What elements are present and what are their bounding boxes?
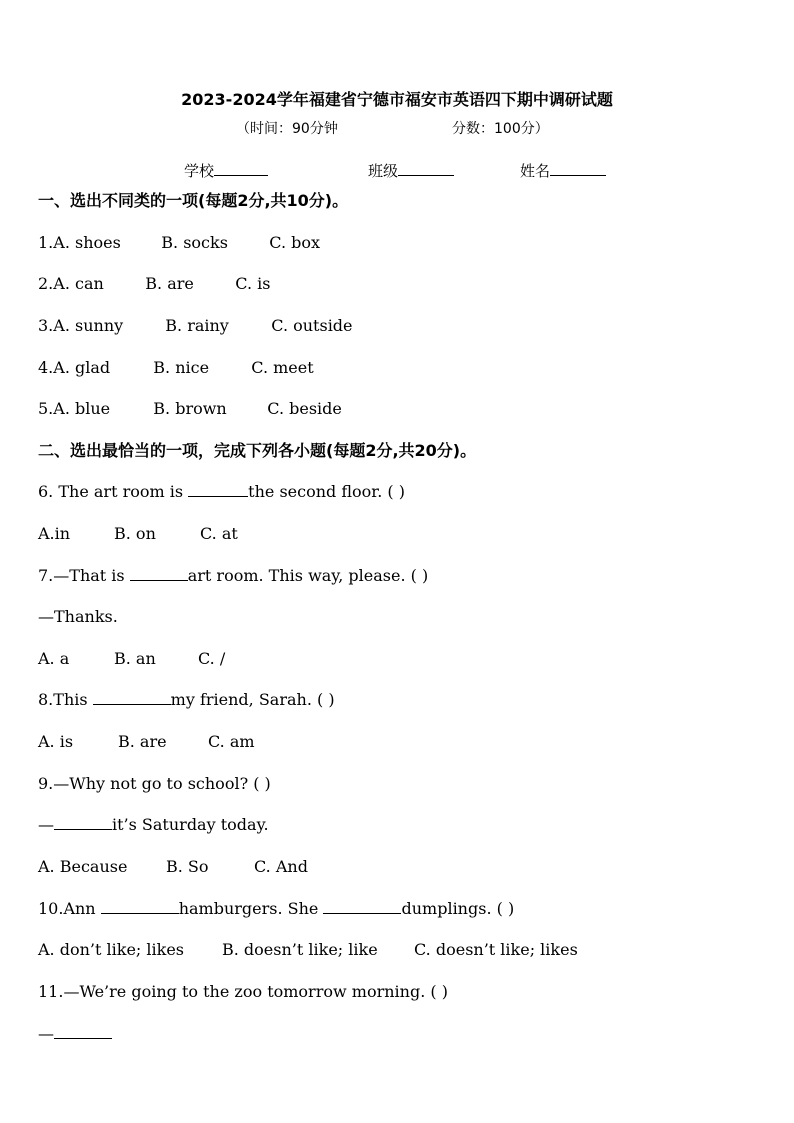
q3-option-c[interactable]: C. outside bbox=[271, 316, 353, 335]
question-8 bbox=[38, 690, 335, 710]
q10-option-c[interactable]: C. doesn’t like; likes bbox=[414, 940, 578, 959]
q2-option-b[interactable]: B. are bbox=[145, 274, 194, 293]
q9-reply bbox=[38, 815, 269, 835]
q1-option-b[interactable]: B. socks bbox=[161, 233, 228, 252]
exam-time: （时间：90分钟 bbox=[236, 121, 338, 137]
q8-option-c[interactable]: C. am bbox=[208, 732, 255, 751]
q10-options bbox=[38, 940, 578, 960]
q4-option-b[interactable]: B. nice bbox=[153, 358, 210, 377]
q6-text-pre: 6. The art room is bbox=[38, 482, 189, 501]
q5-number: 5. bbox=[38, 399, 54, 418]
q2-option-a[interactable]: A. can bbox=[53, 274, 104, 293]
q4-option-c[interactable]: C. meet bbox=[251, 358, 314, 377]
class-blank[interactable] bbox=[398, 161, 454, 176]
q10-option-b[interactable]: B. doesn’t like; like bbox=[222, 940, 378, 959]
section1-title: 一、选出不同类的一项(每题2分,共10分)。 bbox=[38, 191, 349, 210]
q9-options bbox=[38, 857, 308, 877]
q6-text-post: the second floor. ( ) bbox=[248, 482, 405, 501]
q6-option-b[interactable]: B. on bbox=[114, 524, 156, 543]
q8-option-a[interactable]: A. is bbox=[38, 732, 74, 751]
q5-option-c[interactable]: C. beside bbox=[267, 399, 342, 418]
q4-option-a[interactable]: A. glad bbox=[53, 358, 111, 377]
q6-options bbox=[38, 524, 238, 544]
exam-title: 2023-2024学年福建省宁德市福安市英语四下期中调研试题 bbox=[181, 90, 613, 109]
question-9: 9.—Why not go to school? ( ) bbox=[38, 774, 271, 793]
name-blank[interactable] bbox=[550, 161, 606, 176]
q7-option-a[interactable]: A. a bbox=[38, 649, 70, 668]
question-1 bbox=[38, 233, 320, 253]
q10-text-mid: hamburgers. She bbox=[178, 899, 324, 918]
question-10 bbox=[38, 899, 514, 919]
class-field bbox=[368, 160, 454, 181]
school-blank[interactable] bbox=[214, 161, 268, 176]
q2-option-c[interactable]: C. is bbox=[235, 274, 271, 293]
q1-option-c[interactable]: C. box bbox=[269, 233, 321, 252]
q7-blank[interactable] bbox=[130, 566, 188, 581]
question-7 bbox=[38, 566, 428, 586]
q8-text-pre: 8.This bbox=[38, 690, 93, 709]
question-11: 11.—We’re going to the zoo tomorrow morning. ( ) bbox=[38, 982, 448, 1001]
name-label: 姓名 bbox=[520, 162, 551, 180]
q10-blank-1[interactable] bbox=[101, 899, 179, 914]
q5-option-a[interactable]: A. blue bbox=[53, 399, 111, 418]
question-2 bbox=[38, 274, 270, 294]
q6-option-a[interactable]: A.in bbox=[38, 524, 71, 543]
class-label: 班级 bbox=[368, 162, 399, 180]
q8-option-b[interactable]: B. are bbox=[118, 732, 167, 751]
question-5 bbox=[38, 399, 342, 419]
q3-option-a[interactable]: A. sunny bbox=[53, 316, 124, 335]
q8-options bbox=[38, 732, 255, 752]
q7-text-post: art room. This way, please. ( ) bbox=[187, 566, 429, 585]
q9-option-b[interactable]: B. So bbox=[166, 857, 209, 876]
q11-blank[interactable] bbox=[54, 1024, 112, 1039]
q8-blank[interactable] bbox=[93, 690, 171, 705]
q5-option-b[interactable]: B. brown bbox=[153, 399, 227, 418]
q1-number: 1. bbox=[38, 233, 54, 252]
q9-text-pre: — bbox=[38, 815, 54, 834]
question-6 bbox=[38, 482, 405, 502]
q1-option-a[interactable]: A. shoes bbox=[53, 233, 121, 252]
exam-score: 分数：100分） bbox=[452, 121, 549, 137]
q11-text-pre: — bbox=[38, 1024, 54, 1043]
question-4 bbox=[38, 358, 314, 378]
q7-option-c[interactable]: C. / bbox=[198, 649, 226, 668]
q9-blank[interactable] bbox=[54, 815, 112, 830]
q10-text-post: dumplings. ( ) bbox=[401, 899, 515, 918]
q7-options bbox=[38, 649, 225, 669]
school-field bbox=[184, 160, 268, 181]
q3-number: 3. bbox=[38, 316, 54, 335]
q9-option-a[interactable]: A. Because bbox=[38, 857, 128, 876]
q6-blank[interactable] bbox=[188, 482, 248, 497]
q6-option-c[interactable]: C. at bbox=[200, 524, 238, 543]
name-field bbox=[520, 160, 606, 181]
q9-text-post: it’s Saturday today. bbox=[112, 815, 269, 834]
q7-reply: —Thanks. bbox=[38, 607, 118, 626]
school-label: 学校 bbox=[184, 162, 215, 180]
q2-number: 2. bbox=[38, 274, 54, 293]
q3-option-b[interactable]: B. rainy bbox=[165, 316, 229, 335]
q11-reply bbox=[38, 1024, 112, 1044]
q10-option-a[interactable]: A. don’t like; likes bbox=[38, 940, 184, 959]
q10-blank-2[interactable] bbox=[323, 899, 401, 914]
q10-text-pre: 10.Ann bbox=[38, 899, 101, 918]
question-3 bbox=[38, 316, 353, 336]
section2-title: 二、选出最恰当的一项，完成下列各小题(每题2分,共20分)。 bbox=[38, 441, 477, 460]
q8-text-post: my friend, Sarah. ( ) bbox=[170, 690, 335, 709]
q4-number: 4. bbox=[38, 358, 54, 377]
q9-option-c[interactable]: C. And bbox=[254, 857, 308, 876]
q7-text-pre: 7.—That is bbox=[38, 566, 130, 585]
q7-option-b[interactable]: B. an bbox=[114, 649, 156, 668]
